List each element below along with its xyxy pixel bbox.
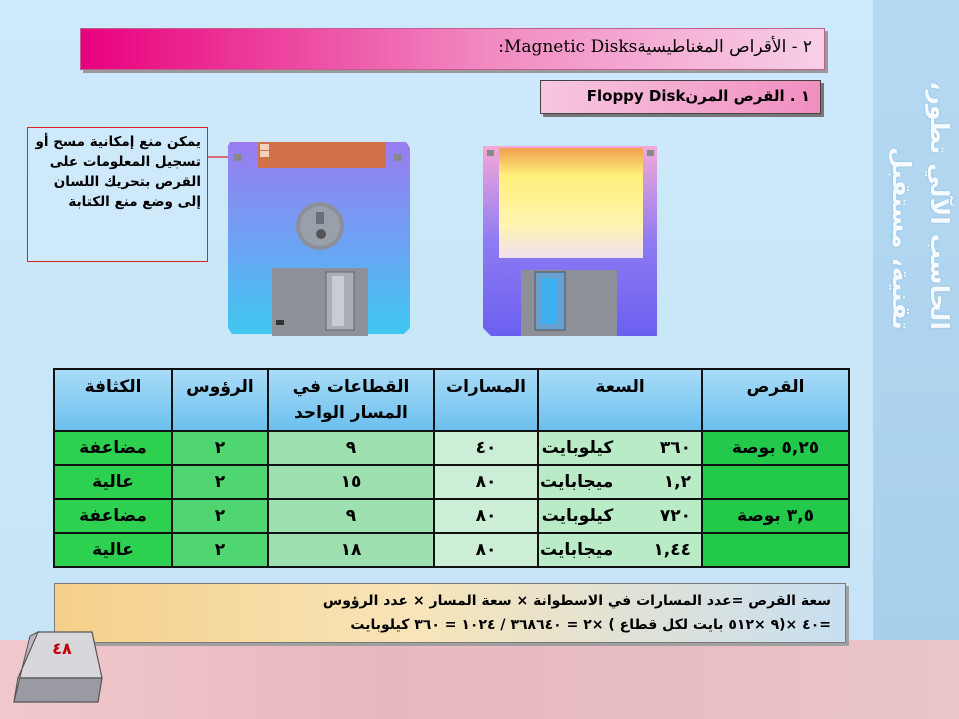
formula-calculation: =٤٠ ×(٩ ×٥١٢ بايت لكل قطاع ) ×٢ = ٣٦٨٦٤٠ / ١٠٢٤ = ٣٦٠ كيلوبايت <box>350 617 831 633</box>
table-row <box>54 431 849 465</box>
capacity-value: ٣٦٠ <box>659 438 691 458</box>
side-title: الحاسب الآلي تطور، تقنية، مستقبل <box>887 81 954 330</box>
header-disk: القرص <box>702 369 849 431</box>
sub-header-text: ١ . القرص المرنFloppy Disk <box>586 87 810 105</box>
table-row <box>54 533 849 567</box>
cell-tracks: ٨٠ <box>434 465 538 499</box>
cell-disk <box>702 465 849 499</box>
page-number-key-icon <box>8 628 104 706</box>
capacity-value: ٧٢٠ <box>659 506 691 526</box>
cell-density: مضاعفة <box>54 431 172 465</box>
cell-heads: ٢ <box>172 533 268 567</box>
cell-capacity <box>538 499 702 533</box>
header-sectors: القطاعات في المسار الواحد <box>268 369 434 431</box>
capacity-unit: ميجابايت <box>539 472 614 492</box>
cell-sectors: ٩ <box>268 431 434 465</box>
capacity-unit: ميجابايت <box>539 540 614 560</box>
capacity-unit: كيلوبايت <box>541 506 614 526</box>
section-header <box>80 28 825 70</box>
capacity-value: ١,٢ <box>663 472 691 492</box>
cell-capacity <box>538 465 702 499</box>
section-header-text: ٢ - الأقراص المغناطيسيةMagnetic Disks: <box>498 37 812 57</box>
note-box <box>27 127 208 262</box>
cell-density: عالية <box>54 465 172 499</box>
page-number: ٤٨ <box>52 639 72 658</box>
header-heads: الرؤوس <box>172 369 268 431</box>
formula-definition: سعة القرص =عدد المسارات في الاسطوانة × سعة المسار × عدد الرؤوس <box>322 593 831 609</box>
cell-sectors: ١٨ <box>268 533 434 567</box>
bottom-band <box>0 640 959 719</box>
floppy-spec-table <box>53 368 850 568</box>
cell-density: عالية <box>54 533 172 567</box>
cell-tracks: ٨٠ <box>434 499 538 533</box>
capacity-value: ١,٤٤ <box>653 540 691 560</box>
cell-capacity <box>538 533 702 567</box>
table-row <box>54 465 849 499</box>
cell-tracks: ٨٠ <box>434 533 538 567</box>
table-row <box>54 499 849 533</box>
cell-heads: ٢ <box>172 499 268 533</box>
table-header-row <box>54 369 849 431</box>
cell-sectors: ١٥ <box>268 465 434 499</box>
floppy-disk-image-1 <box>226 138 412 338</box>
cell-tracks: ٤٠ <box>434 431 538 465</box>
capacity-unit: كيلوبايت <box>541 438 614 458</box>
cell-heads: ٢ <box>172 465 268 499</box>
cell-density: مضاعفة <box>54 499 172 533</box>
floppy-disk-image-2 <box>481 144 661 338</box>
cell-disk: ٥,٢٥ بوصة <box>702 431 849 465</box>
header-density: الكثافة <box>54 369 172 431</box>
cell-disk: ٣,٥ بوصة <box>702 499 849 533</box>
note-text: يمكن منع إمكانية مسح أو تسجيل المعلومات على القرص بتحريك اللسان إلى وضع منع الكتابة <box>35 134 201 210</box>
cell-capacity <box>538 431 702 465</box>
sub-header <box>540 80 821 114</box>
cell-sectors: ٩ <box>268 499 434 533</box>
header-capacity: السعة <box>538 369 702 431</box>
formula-box <box>54 583 846 643</box>
cell-heads: ٢ <box>172 431 268 465</box>
cell-disk <box>702 533 849 567</box>
header-tracks: المسارات <box>434 369 538 431</box>
